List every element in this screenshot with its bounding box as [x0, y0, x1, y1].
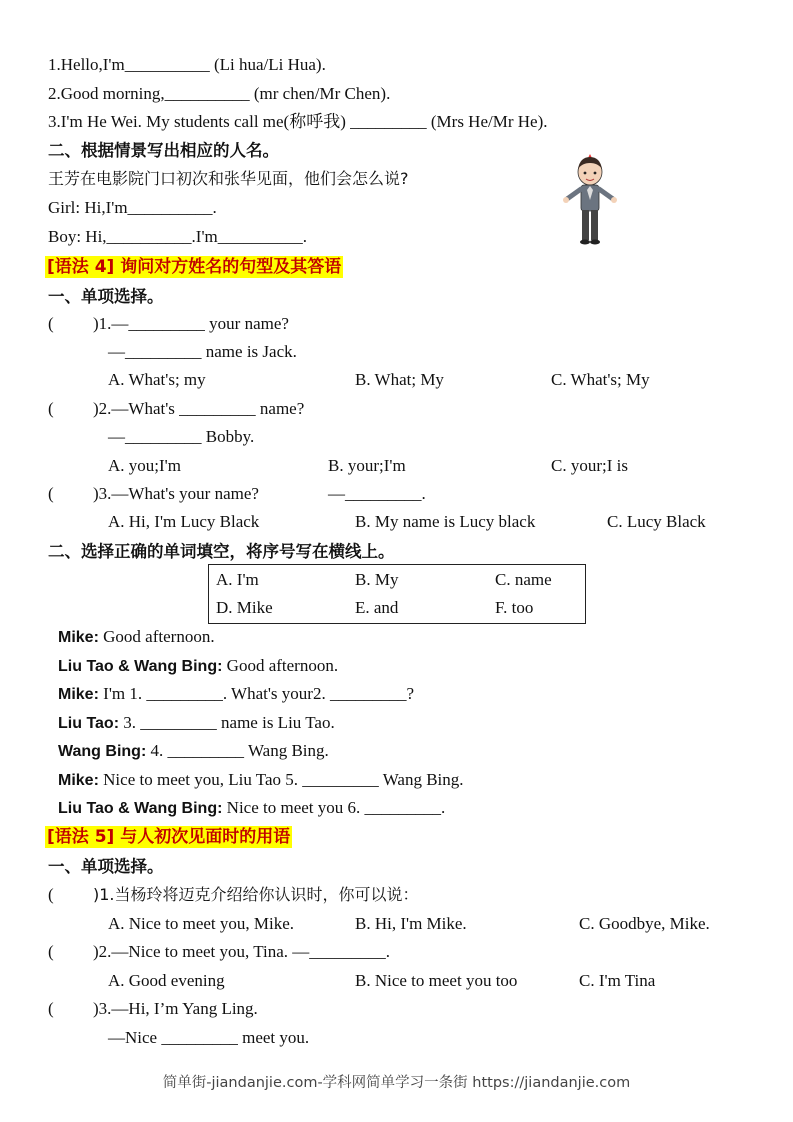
word-option: E. and — [355, 598, 399, 617]
question-stem: )3.—What's your name? — [93, 484, 259, 503]
option-b: B. Nice to meet you too — [355, 971, 518, 990]
option-a: A. you;I'm — [108, 456, 181, 475]
answer-paren: ( — [48, 942, 54, 961]
dialogue-line: Girl: Hi,I'm__________. — [48, 198, 217, 217]
dialogue-line: Liu Tao: 3. _________ name is Liu Tao. — [58, 713, 335, 732]
word-option: D. Mike — [216, 598, 273, 617]
answer-paren: ( — [48, 999, 54, 1018]
option-c: C. Lucy Black — [607, 512, 706, 531]
option-b: B. Hi, I'm Mike. — [355, 914, 467, 933]
dialogue-line: Mike: Nice to meet you, Liu Tao 5. _________ Wang Bing. — [58, 770, 464, 789]
question-line: 2.Good morning,__________ (mr chen/Mr Chen). — [48, 84, 391, 103]
dialogue-line: Boy: Hi,__________.I'm__________. — [48, 227, 308, 246]
question-reply: —_________. — [328, 484, 426, 503]
dialogue-line: Mike: I'm 1. _________. What's your2. _________? — [58, 684, 414, 703]
answer-paren: ( — [48, 484, 54, 503]
section-heading: 一、单项选择。 — [48, 287, 164, 306]
page-footer: 简单街-jiandanjie.com-学科网简单学习一条街 https://jiandanjie.com — [162, 1075, 631, 1091]
question-reply: —_________ name is Jack. — [108, 342, 297, 361]
option-a: A. What's; my — [108, 370, 206, 389]
question-stem: )2.—Nice to meet you, Tina. —_________. — [93, 942, 391, 961]
word-option: A. I'm — [216, 570, 259, 589]
dialogue-line: Wang Bing: 4. _________ Wang Bing. — [58, 741, 329, 760]
grammar-title: [语法 5] 与人初次见面时的用语 — [47, 827, 291, 847]
option-b: B. What; My — [355, 370, 444, 389]
section-heading: 一、单项选择。 — [48, 857, 164, 876]
question-stem: )1.当杨玲将迈克介绍给你认识时，你可以说： — [93, 885, 419, 904]
prompt-text: 王芳在电影院门口初次和张华见面，他们会怎么说? — [48, 169, 409, 188]
grammar-title: [语法 4] 询问对方姓名的句型及其答语 — [47, 257, 342, 277]
answer-paren: ( — [48, 314, 54, 333]
option-c: C. your;I is — [551, 456, 628, 475]
word-option: F. too — [495, 598, 534, 617]
option-c: C. I'm Tina — [579, 971, 656, 990]
option-a: A. Good evening — [108, 971, 225, 990]
boy-illustration-icon — [560, 152, 620, 248]
section-heading: 二、根据情景写出相应的人名。 — [48, 141, 279, 160]
dialogue-line: Mike: Good afternoon. — [58, 627, 215, 646]
question-reply: —Nice _________ meet you. — [108, 1028, 310, 1047]
dialogue-line: Liu Tao & Wang Bing: Nice to meet you 6. _________. — [58, 798, 446, 817]
question-line: 3.I'm He Wei. My students call me(称呼我) _________ (Mrs He/Mr He). — [48, 112, 548, 131]
question-stem: )3.—Hi, I’m Yang Ling. — [93, 999, 258, 1018]
option-a: A. Nice to meet you, Mike. — [108, 914, 295, 933]
section-heading: 二、选择正确的单词填空，将序号写在横线上。 — [48, 542, 395, 561]
question-stem: )2.—What's _________ name? — [93, 399, 305, 418]
question-line: 1.Hello,I'm__________ (Li hua/Li Hua). — [48, 55, 326, 74]
word-option: C. name — [495, 570, 552, 589]
answer-paren: ( — [48, 885, 54, 904]
dialogue-line: Liu Tao & Wang Bing: Good afternoon. — [58, 656, 339, 675]
option-b: B. My name is Lucy black — [355, 512, 536, 531]
option-c: C. What's; My — [551, 370, 650, 389]
option-b: B. your;I'm — [328, 456, 406, 475]
option-a: A. Hi, I'm Lucy Black — [108, 512, 260, 531]
answer-paren: ( — [48, 399, 54, 418]
question-stem: )1.—_________ your name? — [93, 314, 289, 333]
option-c: C. Goodbye, Mike. — [579, 914, 710, 933]
question-reply: —_________ Bobby. — [108, 427, 255, 446]
word-option: B. My — [355, 570, 399, 589]
